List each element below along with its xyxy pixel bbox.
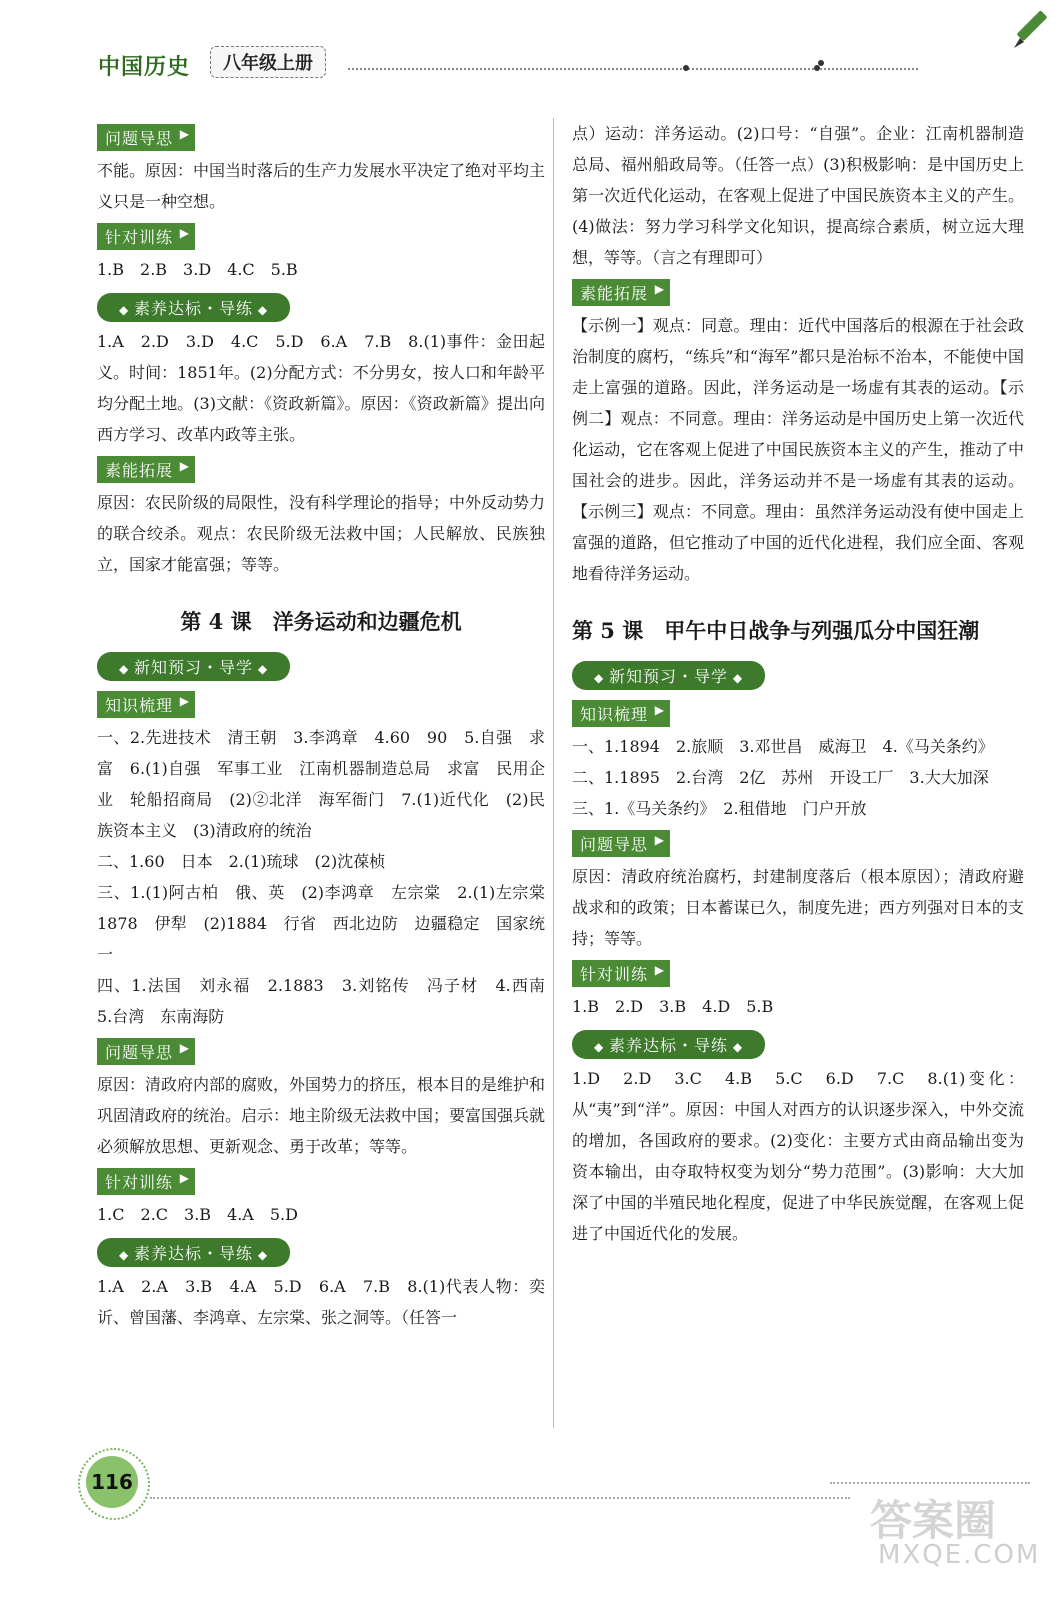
section-tag: 针对训练 ▶ — [97, 223, 195, 250]
answer-text: 【示例一】观点：同意。理由：近代中国落后的根源在于社会政治制度的腐朽，“练兵”和“海军”都只是治标不治本，不能使中国走上富强的道路。因此，洋务运动是一场虚有其表的运动。【示例二】观点：不同意。理由：洋务运动是中国历史上第一次近代化运动，它在客观上促进了中国民族资本主义的产生，推动了中国社会的进步。因此，洋务运动并不是一场虚有其表的运动。【示例三】观点：不同意。理由：虽然洋务运动没有使中国走上富强的道路，但它推动了中国的近代化进程，我们应全面、客观地看待洋务运动。 — [572, 316, 1024, 583]
left-column — [97, 118, 562, 1333]
section-tag: 问题导思 ▶ — [97, 1038, 195, 1065]
section-pill: ◆ 新知预习・导学 ◆ — [97, 652, 290, 681]
answer-text: 二、1.60 日本 2.(1)琉球 (2)沈葆桢 — [97, 852, 386, 871]
page-number: 116 — [86, 1456, 138, 1508]
watermark-logo: 答案圈 — [870, 1496, 997, 1545]
footer-dotted-line — [150, 1497, 850, 1499]
section-tag: 知识梳理 ▶ — [572, 700, 670, 727]
answer-text: 原因：清政府内部的腐败，外国势力的挤压，根本目的是维护和巩固清政府的统治。启示：地主阶级无法救中国；要富国强兵就必须解放思想、更新观念、勇于改革；等等。 — [97, 1075, 546, 1156]
column-divider — [553, 118, 554, 1428]
watermark-url: MXQE.COM — [878, 1540, 1041, 1570]
section-tag: 素能拓展 ▶ — [572, 279, 670, 306]
page-header — [98, 44, 1038, 84]
footer-dotted-line — [830, 1482, 1030, 1484]
section-pill: ◆ 素养达标・导练 ◆ — [572, 1030, 765, 1059]
right-column — [572, 118, 1024, 1249]
answer-text: 一、1.1894 2.旅顺 3.邓世昌 威海卫 4.《马关条约》 — [572, 737, 994, 756]
answer-text: 原因：清政府统治腐朽，封建制度落后（根本原因）；清政府避战求和的政策；日本蓄谋已久，制度先进；西方列强对日本的支持；等等。 — [572, 867, 1024, 948]
answer-text: 1.B 2.B 3.D 4.C 5.B — [97, 260, 298, 279]
section-pill: ◆ 素养达标・导练 ◆ — [97, 1238, 290, 1267]
answer-text: 1.A 2.A 3.B 4.A 5.D 6.A 7.B 8.(1)代表人物：奕䜣、曾国藩、李鸿章、左宗棠、张之洞等。（任答一 — [97, 1277, 545, 1327]
section-tag: 知识梳理 ▶ — [97, 691, 195, 718]
answer-text: 1.C 2.C 3.B 4.A 5.D — [97, 1205, 298, 1224]
answer-text: 1.A 2.D 3.D 4.C 5.D 6.A 7.B 8.(1)事件：金田起义。时间：1851年。(2)分配方式：不分男女，按人口和年龄平均分配土地。(3)文献：《资政新篇》。原因：《资政新篇》提出向西方学习、改革内政等主张。 — [97, 332, 545, 444]
section-pill: ◆ 素养达标・导练 ◆ — [97, 293, 290, 322]
section-tag: 针对训练 ▶ — [572, 960, 670, 987]
section-tag: 问题导思 ▶ — [572, 830, 670, 857]
answer-text: 一、2.先进技术 清王朝 3.李鸿章 4.60 90 5.自强 求富 6.(1)自强 军事工业 江南机器制造总局 求富 民用企业 轮船招商局 (2)②北洋 海军衙门 7.(1)近代化 (2)民族资本主义 (3)清政府的统治 — [97, 728, 545, 840]
header-dot — [818, 60, 824, 66]
pen-icon — [1010, 8, 1054, 52]
answer-text: 1.B 2.D 3.B 4.D 5.B — [572, 997, 774, 1016]
lesson-title: 第 4 课 洋务运动和边疆危机 — [180, 609, 462, 634]
subject-title: 中国历史 — [98, 55, 191, 80]
answer-text: 不能。原因：中国当时落后的生产力发展水平决定了绝对平均主义只是一种空想。 — [97, 161, 546, 211]
answer-text: 三、1.《马关条约》 2.租借地 门户开放 — [572, 799, 867, 818]
header-dot — [814, 65, 820, 71]
header-dotted-line — [348, 68, 918, 70]
lesson-title: 第 5 课 甲午中日战争与列强瓜分中国狂潮 — [572, 618, 980, 643]
answer-text: 1.D 2.D 3.C 4.B 5.C 6.D 7.C 8.(1)变化：从“夷”到“洋”。原因：中国人对西方的认识逐步深入，中外交流的增加，各国政府的要求。(2)变化：主要方式由商品输出变为资本输出，由夺取特权变为划分“势力范围”。(3)影响：大大加深了中国的半殖民地化程度，促进了中华民族觉醒，在客观上促进了中国近代化的发展。 — [572, 1069, 1024, 1243]
header-dot — [683, 65, 689, 71]
section-tag: 问题导思 ▶ — [97, 124, 195, 151]
section-tag: 针对训练 ▶ — [97, 1168, 195, 1195]
section-pill: ◆ 新知预习・导学 ◆ — [572, 661, 765, 690]
answer-text: 原因：农民阶级的局限性，没有科学理论的指导；中外反动势力的联合绞杀。观点：农民阶级无法救中国；人民解放、民族独立，国家才能富强；等等。 — [97, 493, 546, 574]
grade-label: 八年级上册 — [210, 46, 326, 78]
answer-text: 二、1.1895 2.台湾 2亿 苏州 开设工厂 3.大大加深 — [572, 768, 989, 787]
answer-text: 四、1.法国 刘永福 2.1883 3.刘铭传 冯子材 4.西南 5.台湾 东南海防 — [97, 976, 562, 1026]
answer-text: 三、1.(1)阿古柏 俄、英 (2)李鸿章 左宗棠 2.(1)左宗棠 1878 伊犁 (2)1884 行省 西北边防 边疆稳定 国家统一 — [97, 883, 562, 964]
section-tag: 素能拓展 ▶ — [97, 456, 195, 483]
answer-text: 点）运动：洋务运动。(2)口号：“自强”。企业：江南机器制造总局、福州船政局等。（任答一点）(3)积极影响：是中国历史上第一次近代化运动，在客观上促进了中国民族资本主义的产生。(4)做法：努力学习科学文化知识，提高综合素质，树立远大理想，等等。（言之有理即可） — [572, 124, 1024, 267]
